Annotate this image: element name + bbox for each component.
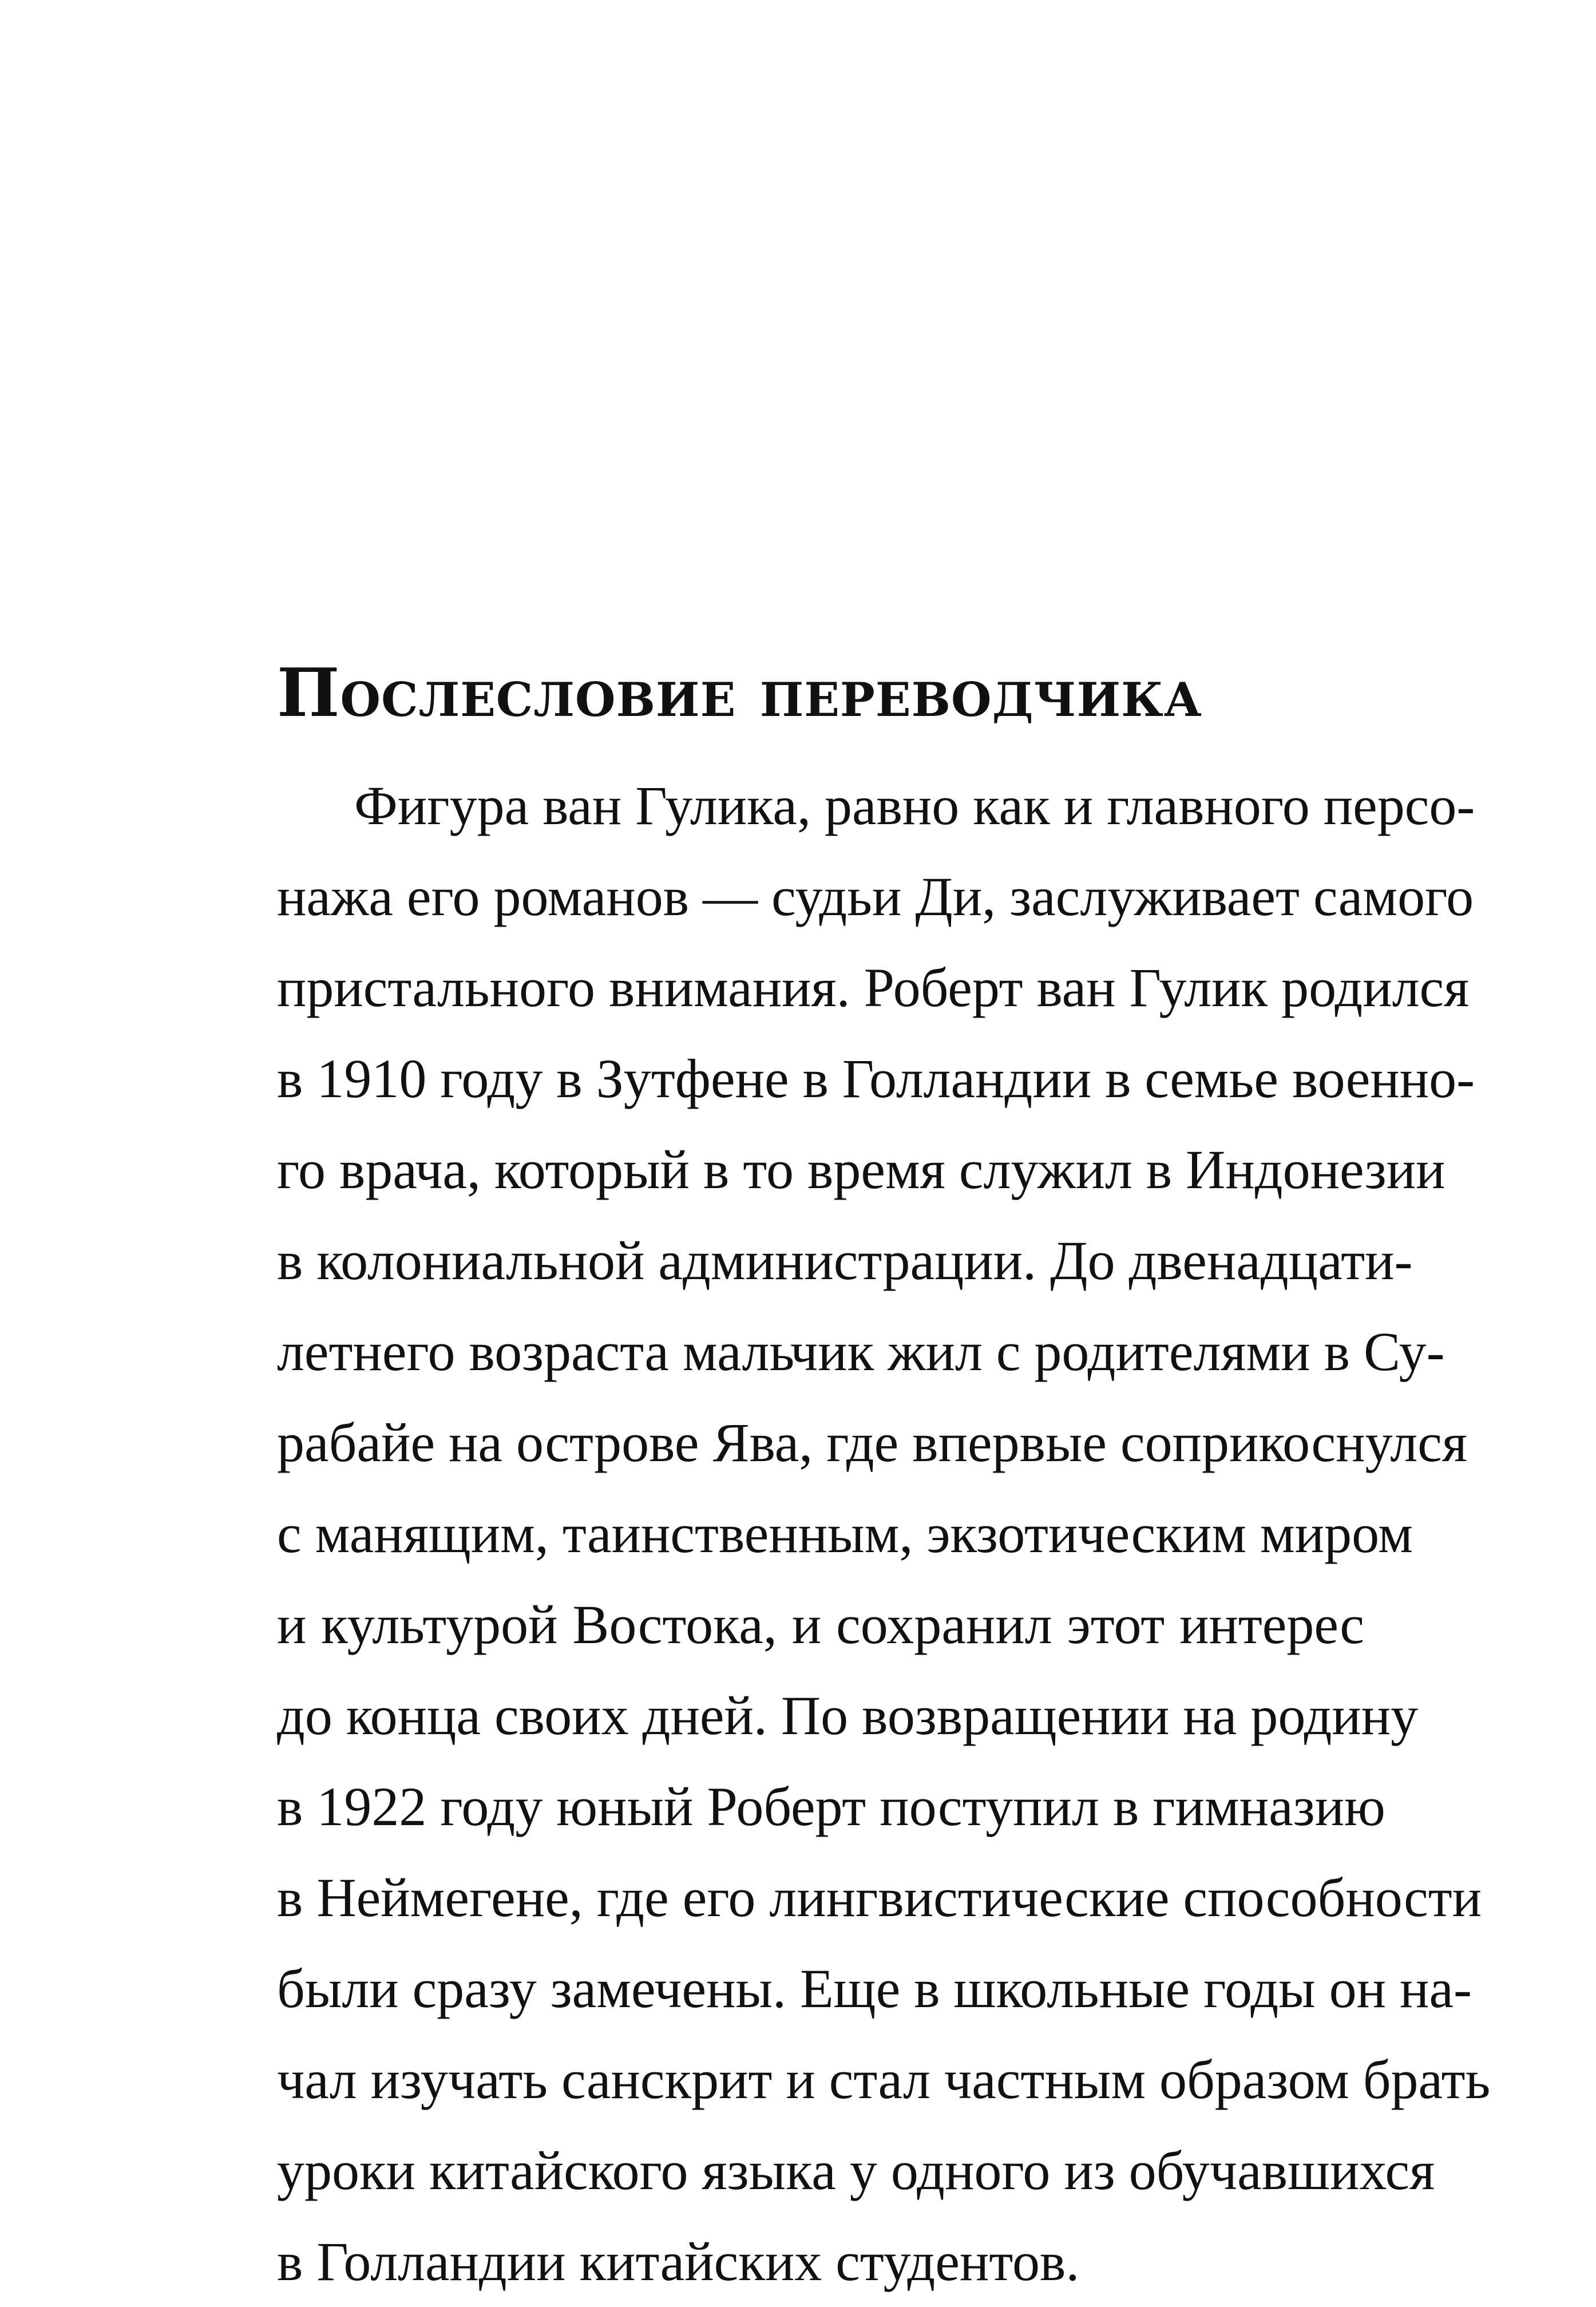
paragraph-line: в Голландии китайских студентов. [277, 2231, 1080, 2292]
paragraph-line: чал изучать санскрит и стал частным образом брать [277, 2049, 1491, 2110]
paragraph-line: в 1910 году в Зутфене в Голландии в семье военно- [277, 1048, 1475, 1109]
paragraph-line: были сразу замечены. Еще в школьные годы он на- [277, 1958, 1472, 2019]
paragraph-line: в колониальной администрации. До двенадцати- [277, 1230, 1413, 1291]
paragraph-line: и культурой Востока, и сохранил этот интерес [277, 1594, 1364, 1655]
paragraph-line: го врача, который в то время служил в Индонезии [277, 1139, 1445, 1200]
paragraph-line: летнего возраста мальчик жил с родителями в Су- [277, 1321, 1445, 1382]
paragraph-line: пристального внимания. Роберт ван Гулик родился [277, 957, 1470, 1018]
paragraph-line: рабайе на острове Ява, где впервые соприкоснулся [277, 1412, 1467, 1473]
paragraph-line: уроки китайского языка у одного из обучавшихся [277, 2140, 1435, 2201]
paragraph-line: с манящим, таинственным, экзотическим миром [277, 1503, 1413, 1564]
chapter-heading: Послесловие переводчика [277, 654, 1202, 732]
paragraph [277, 760, 1491, 2307]
paragraph-line: в 1922 году юный Роберт поступил в гимназию [277, 1776, 1385, 1837]
paragraph-line: нажа его романов — судьи Ди, заслуживает самого [277, 866, 1474, 927]
paragraph-line: в Неймегене, где его лингвистические способности [277, 1867, 1482, 1928]
paragraph-line: до конца своих дней. По возвращении на родину [277, 1685, 1419, 1746]
paragraph-line: Фигура ван Гулика, равно как и главного персо- [354, 775, 1475, 836]
